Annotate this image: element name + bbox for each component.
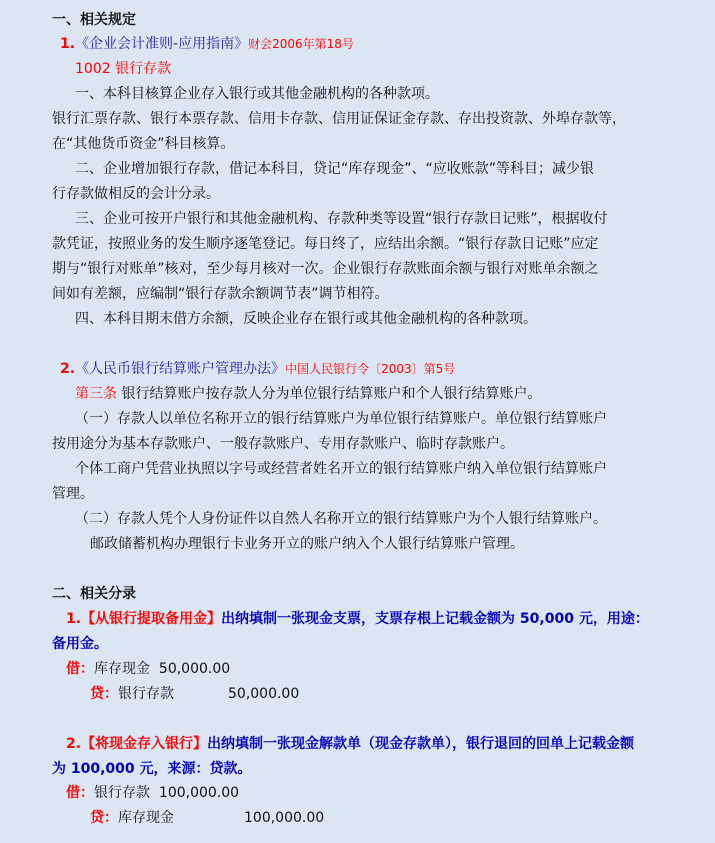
- article-label: 第三条: [75, 386, 117, 402]
- entry2-desc2: 为 100,000 元，来源：贷款。: [52, 761, 252, 777]
- debit-amount: 100,000.00: [158, 785, 240, 801]
- credit-amount: 50,000.00: [228, 686, 300, 702]
- item1-heading: [60, 35, 354, 53]
- debit-account: 库存现金: [94, 661, 150, 677]
- entry-num: 1.: [66, 611, 82, 627]
- para-line: 二、企业增加银行存款，借记本科目，贷记“库存现金”、“应收账款”等科目；减少银: [75, 161, 595, 177]
- section1-title: 一、相关规定: [52, 12, 136, 28]
- entry1-desc: [66, 610, 649, 628]
- para-line: 行存款做相反的会计分录。: [52, 186, 220, 202]
- entry-tag: 【从银行提取备用金】: [81, 611, 222, 627]
- item2-book[interactable]: 《人民币银行结算账户管理办法》: [75, 361, 286, 377]
- entry-desc-text: 出纳填制一张现金解款单（现金存款单），银行退回的回单上记载金额: [207, 736, 635, 752]
- para-line: 邮政储蓄机构办理银行卡业务开立的账户纳入个人银行结算账户管理。: [90, 536, 524, 552]
- para-line: 个体工商户凭营业执照以字号或经营者姓名开立的银行结算账户纳入单位银行结算账户: [75, 461, 607, 477]
- credit-label: 贷：: [90, 686, 118, 702]
- para-line: 按用途分为基本存款账户、一般存款账户、专用存款账户、临时存款账户。: [52, 436, 514, 452]
- entry-desc-text: 出纳填制一张现金支票，支票存根上记载金额为 50,000 元，用途：: [221, 611, 649, 627]
- para-line: 期与“银行对账单”核对，至少每月核对一次。企业银行存款账面余额与银行对账单余额之: [52, 261, 599, 277]
- entry-num: 2.: [66, 736, 82, 752]
- para-line: 管理。: [52, 486, 94, 502]
- entry1-credit: [90, 685, 299, 703]
- para-line: 三、企业可按开户银行和其他金融机构、存款种类等设置“银行存款日记账”，根据收付: [75, 211, 608, 227]
- credit-amount: 100,000.00: [244, 810, 325, 826]
- entry2-credit: [90, 809, 324, 827]
- para-line: 间如有差额，应编制“银行存款余额调节表”调节相符。: [52, 286, 389, 302]
- debit-label: 借：: [66, 785, 94, 801]
- para-line: （二）存款人凭个人身份证件以自然人名称开立的银行结算账户为个人银行结算账户。: [75, 511, 607, 527]
- entry2-desc: [66, 735, 634, 753]
- article-line: [75, 385, 541, 403]
- item1-ref: 财会2006年第18号: [248, 37, 354, 51]
- credit-label: 贷：: [90, 810, 118, 826]
- article-text: 银行结算账户按存款人分为单位银行结算账户和个人银行结算账户。: [121, 386, 542, 402]
- para-line: （一）存款人以单位名称开立的银行结算账户为单位银行结算账户。单位银行结算账户: [75, 411, 607, 427]
- debit-account: 银行存款: [94, 785, 150, 801]
- item2-heading: [60, 360, 455, 378]
- entry1-debit: [66, 660, 230, 678]
- entry2-debit: [66, 784, 239, 802]
- para-line: 款凭证，按照业务的发生顺序逐笔登记。每日终了，应结出余额。“银行存款日记账”应定: [52, 236, 599, 252]
- credit-account: 库存现金: [118, 810, 174, 826]
- para-line: 银行汇票存款、银行本票存款、信用卡存款、信用证保证金存款、存出投资款、外埠存款等，: [52, 111, 626, 127]
- item1-num: 1.: [60, 36, 76, 52]
- entry-tag: 【将现金存入银行】: [81, 736, 208, 752]
- item2-num: 2.: [60, 361, 76, 377]
- account-title: 1002 银行存款: [75, 61, 172, 77]
- entry1-desc2: 备用金。: [52, 636, 108, 652]
- debit-label: 借：: [66, 661, 94, 677]
- para-line: 一、本科目核算企业存入银行或其他金融机构的各种款项。: [75, 86, 439, 102]
- item2-ref: 中国人民银行令〔2003〕第5号: [285, 362, 456, 376]
- credit-account: 银行存款: [118, 686, 174, 702]
- section2-title: 二、相关分录: [52, 586, 136, 602]
- para-line: 在“其他货币资金”科目核算。: [52, 136, 235, 152]
- para-line: 四、本科目期末借方余额，反映企业存在银行或其他金融机构的各种款项。: [75, 311, 537, 327]
- debit-amount: 50,000.00: [158, 661, 231, 677]
- item1-book[interactable]: 《企业会计准则-应用指南》: [75, 36, 249, 52]
